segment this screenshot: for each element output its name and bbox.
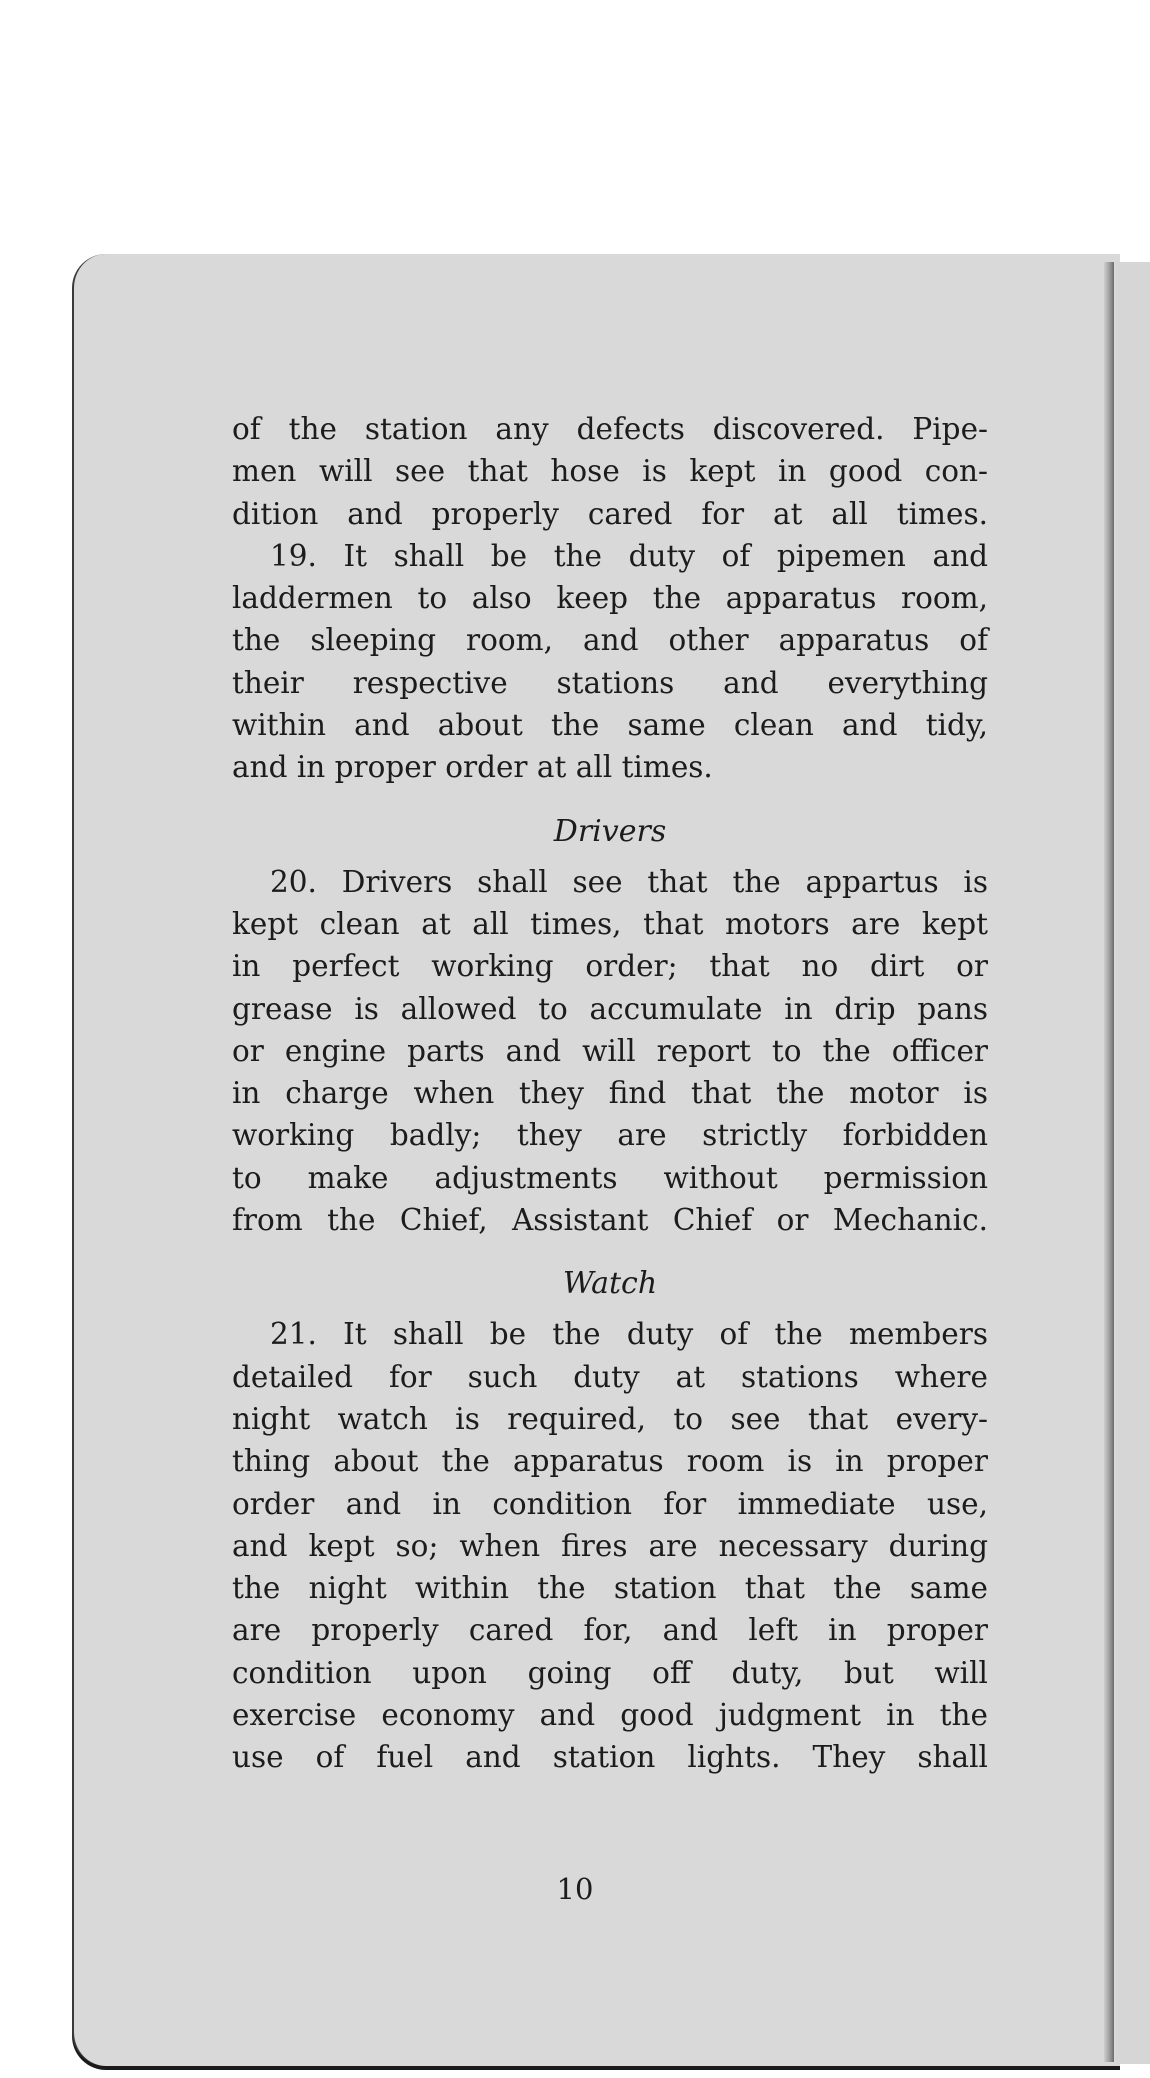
facing-page-edge — [1116, 262, 1150, 2064]
text-line: grease is allowed to accumulate in drip pans — [232, 991, 988, 1026]
text-line: in charge when they find that the motor is — [232, 1076, 988, 1111]
text-line: and kept so; when fires are necessary during — [232, 1528, 988, 1563]
rule-20-first-line: 20. Drivers shall see that the appartus is — [270, 864, 988, 899]
text-line: condition upon going off duty, but will — [232, 1655, 988, 1690]
rule-19-first-line: 19. It shall be the duty of pipemen and — [270, 538, 988, 573]
text-line: or engine parts and will report to the officer — [232, 1033, 988, 1068]
text-line: the night within the station that the same — [232, 1571, 988, 1606]
rule-21-first-line: 21. It shall be the duty of the members — [270, 1317, 988, 1352]
text-line: order and in condition for immediate use, — [232, 1486, 988, 1521]
text-line: thing about the apparatus room is in proper — [232, 1444, 988, 1479]
text-line: within and about the same clean and tidy, — [232, 708, 988, 743]
text-line: detailed for such duty at stations where — [232, 1359, 988, 1394]
text-line: in perfect working order; that no dirt or — [232, 949, 988, 984]
text-line: kept clean at all times, that motors are kept — [232, 906, 988, 941]
section-heading-drivers: Drivers — [553, 813, 667, 849]
text-line: their respective stations and everything — [232, 665, 988, 700]
text-line: are properly cared for, and left in proper — [232, 1613, 988, 1648]
text-line: exercise economy and good judgment in the — [232, 1698, 988, 1733]
text-line: use of fuel and station lights. They shall — [232, 1740, 988, 1775]
section-heading-watch: Watch — [562, 1266, 658, 1302]
text-line: laddermen to also keep the apparatus room, — [232, 581, 988, 616]
text-line: from the Chief, Assistant Chief or Mechanic. — [232, 1203, 988, 1238]
text-line: night watch is required, to see that every- — [232, 1401, 988, 1436]
text-line: dition and properly cared for at all times. — [232, 496, 988, 531]
text-line: to make adjustments without permission — [232, 1160, 988, 1195]
text-line: of the station any defects discovered. Pipe- — [232, 412, 988, 446]
book-gutter — [1104, 262, 1114, 2062]
page-number: 10 — [556, 1872, 594, 1906]
page-body — [232, 408, 988, 1779]
text-line: men will see that hose is kept in good con- — [232, 454, 988, 489]
text-line: the sleeping room, and other apparatus of — [232, 623, 988, 658]
text-line: working badly; they are strictly forbidden — [232, 1118, 988, 1153]
text-line: and in proper order at all times. — [232, 750, 713, 785]
